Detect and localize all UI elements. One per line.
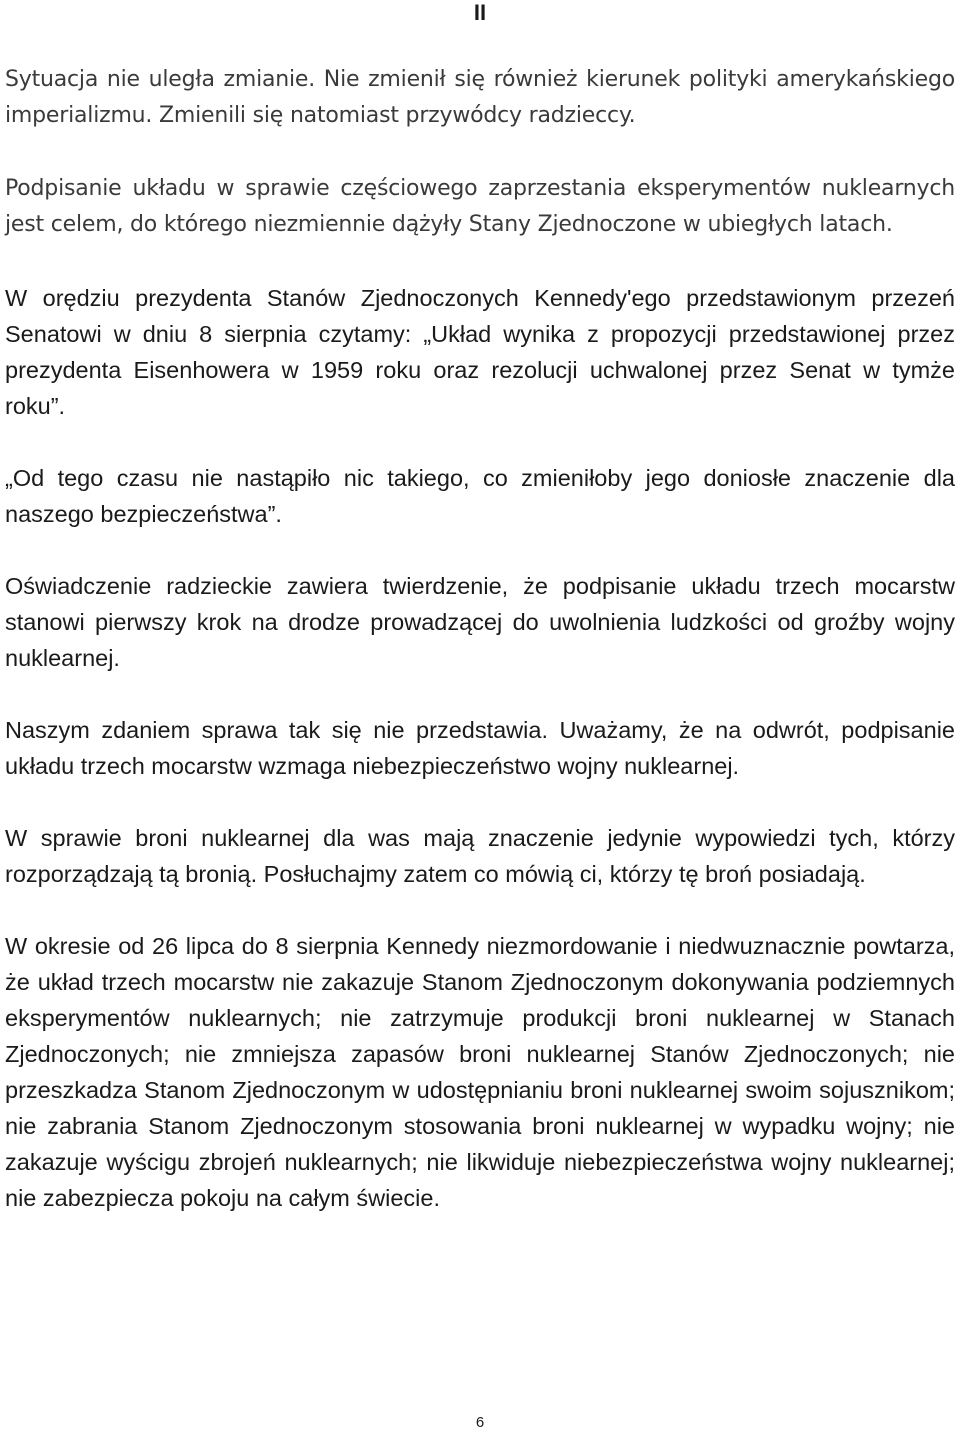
page-header-numeral: II bbox=[473, 0, 487, 25]
page-number: 6 bbox=[475, 1414, 485, 1431]
paragraph-1: Sytuacja nie uległa zmianie. Nie zmienił się również kierunek polityki amerykańskiego imperializmu. Zmienili się natomiast przywódcy radzieccy. bbox=[5, 67, 955, 128]
paragraph-6: Naszym zdaniem sprawa tak się nie przedstawia. Uważamy, że na odwrót, podpisanie układu trzech mocarstw wzmaga niebezpieczeństwo wojny nuklearnej. bbox=[5, 717, 955, 779]
paragraph-2: Podpisanie układu w sprawie częściowego zaprzestania eksperymentów nuklearnych jest celem, do którego niezmiennie dążyły Stany Zjednoczone w ubiegłych latach. bbox=[5, 176, 955, 237]
paragraph-8: W okresie od 26 lipca do 8 sierpnia Kennedy niezmordowanie i niedwuznacznie powtarza, że układ trzech mocarstw nie zakazuje Stanom Zjednoczonym dokonywania podziemnych eksperymentów nuklearnych; nie zatrzymuje produkcji broni nuklearnej w Stanach Zjednoczonych; nie zmniejsza zapasów broni nuklearnej Stanów Zjednoczonych; nie przeszkadza Stanom Zjednoczonym w udostępnianiu broni nuklearnej swoim sojusznikom; nie zabrania Stanom Zjednoczonym stosowania broni nuklearnej w wypadku wojny; nie zakazuje wyścigu zbrojeń nuklearnych; nie likwiduje niebezpieczeństwa wojny nuklearnej; nie zabezpiecza pokoju na całym świecie. bbox=[5, 933, 955, 1211]
document-body bbox=[5, 62, 955, 1216]
paragraph-5: Oświadczenie radzieckie zawiera twierdzenie, że podpisanie układu trzech mocarstw stanowi pierwszy krok na drodze prowadzącej do uwolnienia ludzkości od groźby wojny nuklearnej. bbox=[5, 573, 955, 671]
paragraph-4-quote: „Od tego czasu nie nastąpiło nic takiego, co zmieniłoby jego doniosłe znaczenie dla naszego bezpieczeństwa”. bbox=[5, 465, 955, 527]
paragraph-7: W sprawie broni nuklearnej dla was mają znaczenie jedynie wypowiedzi tych, którzy rozporządzają tą bronią. Posłuchajmy zatem co mówią ci, którzy tę broń posiadają. bbox=[5, 825, 955, 887]
paragraph-3: W orędziu prezydenta Stanów Zjednoczonych Kennedy'ego przedstawionym przezeń Senatowi w dniu 8 sierpnia czytamy: „Układ wynika z propozycji przedstawionej przez prezydenta Eisenhowera w 1959 roku oraz rezolucji uchwalonej przez Senat w tymże roku”. bbox=[5, 285, 955, 419]
